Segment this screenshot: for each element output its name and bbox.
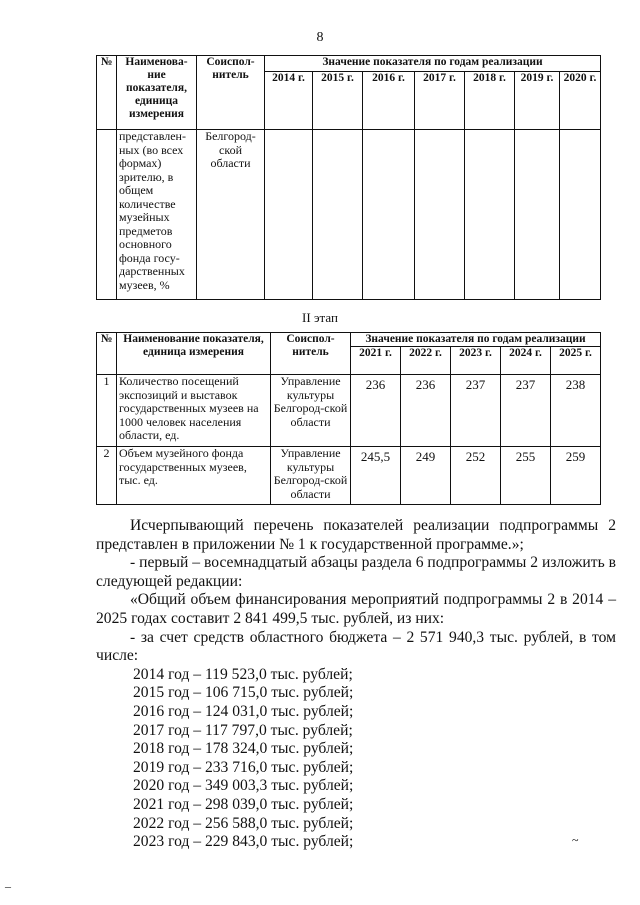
year-header: 2023 г. [451, 347, 501, 375]
year-header: 2017 г. [415, 72, 465, 130]
indicator-name: Количество посещений экспозиций и выставок государственных музеев на 1000 человек населения области, ед. [117, 375, 271, 447]
col-header-executor: Соиспол-нитель [197, 56, 265, 130]
funding-line: 2019 год – 233 716,0 тыс. рублей; [133, 758, 354, 776]
paragraph: «Общий объем финансирования мероприятий подпрограммы 2 в 2014 – 2025 годах составит 2 841 499,5 тыс. рублей, из них: [96, 591, 616, 627]
funding-line: 2016 год – 124 031,0 тыс. рублей; [133, 702, 354, 720]
col-header-values-group: Значение показателя по годам реализации [265, 56, 601, 72]
col-header-name: Наименова-ние показателя, единица измерения [117, 56, 197, 130]
year-header: 2025 г. [551, 347, 601, 375]
stage-label: II этап [302, 310, 338, 325]
handwritten-mark: ~ [572, 833, 579, 847]
year-header: 2014 г. [265, 72, 313, 130]
value-cell: 252 [451, 447, 501, 505]
year-header: 2022 г. [401, 347, 451, 375]
funding-line: 2023 год – 229 843,0 тыс. рублей; [133, 833, 354, 851]
funding-line: 2021 год – 298 039,0 тыс. рублей; [133, 795, 354, 813]
value-cell: 238 [551, 375, 601, 447]
table-row [97, 447, 601, 505]
funding-list [96, 666, 616, 852]
value-cell: 245,5 [351, 447, 401, 505]
value-cell: 236 [401, 375, 451, 447]
table-row [97, 375, 601, 447]
indicator-name: представлен-ных (во всех формах) зрителю, в общем количестве музейных предметов основного фонда госу-дарственных музеев, % [117, 130, 197, 300]
body-text [96, 517, 616, 852]
year-header: 2021 г. [351, 347, 401, 375]
row-num: 2 [97, 447, 117, 505]
indicator-name: Объем музейного фонда государственных музеев, тыс. ед. [117, 447, 271, 505]
year-header: 2019 г. [515, 72, 560, 130]
paragraph: - за счет средств областного бюджета – 2 571 940,3 тыс. рублей, в том числе: [96, 628, 616, 665]
value-cell: 237 [451, 375, 501, 447]
col-header-values-group: Значение показателя по годам реализации [351, 333, 601, 347]
year-header: 2024 г. [501, 347, 551, 375]
funding-line: 2014 год – 119 523,0 тыс. рублей; [133, 665, 353, 683]
indicator-table-stage-2 [96, 332, 601, 505]
table-row [97, 130, 601, 300]
value-cell: 236 [351, 375, 401, 447]
col-header-executor: Соиспол-нитель [271, 333, 351, 375]
col-header-name: Наименование показателя, единица измерения [117, 333, 271, 375]
year-header: 2018 г. [465, 72, 515, 130]
indicator-executor: Управление культуры Белгород-ской области [271, 447, 351, 505]
paragraph: - первый – восемнадцатый абзацы раздела 6 подпрограммы 2 изложить в следующей редакции: [96, 554, 616, 590]
value-cell: 259 [551, 447, 601, 505]
year-header: 2020 г. [560, 72, 601, 130]
funding-line: 2022 год – 256 588,0 тыс. рублей; [133, 814, 354, 832]
value-cell: 249 [401, 447, 451, 505]
funding-line: 2017 год – 117 797,0 тыс. рублей; [133, 721, 353, 739]
margin-mark: – [5, 879, 11, 893]
col-header-num: № [97, 333, 117, 375]
row-num: 1 [97, 375, 117, 447]
indicator-executor: Управление культуры Белгород-ской области [271, 375, 351, 447]
year-header: 2015 г. [313, 72, 363, 130]
paragraph: Исчерпывающий перечень показателей реализации подпрограммы 2 представлен в приложении № 1 к государственной программе.»; [96, 517, 616, 553]
year-header: 2016 г. [363, 72, 415, 130]
funding-line: 2015 год – 106 715,0 тыс. рублей; [133, 684, 354, 702]
funding-line: 2020 год – 349 003,3 тыс. рублей; [133, 777, 354, 795]
indicator-table-stage-1 [96, 55, 601, 300]
value-cell: 237 [501, 375, 551, 447]
funding-line: 2018 год – 178 324,0 тыс. рублей; [133, 740, 354, 758]
indicator-executor: Белгород-ской области [197, 130, 265, 300]
page-number: 8 [316, 30, 324, 45]
col-header-num: № [97, 56, 117, 130]
value-cell: 255 [501, 447, 551, 505]
